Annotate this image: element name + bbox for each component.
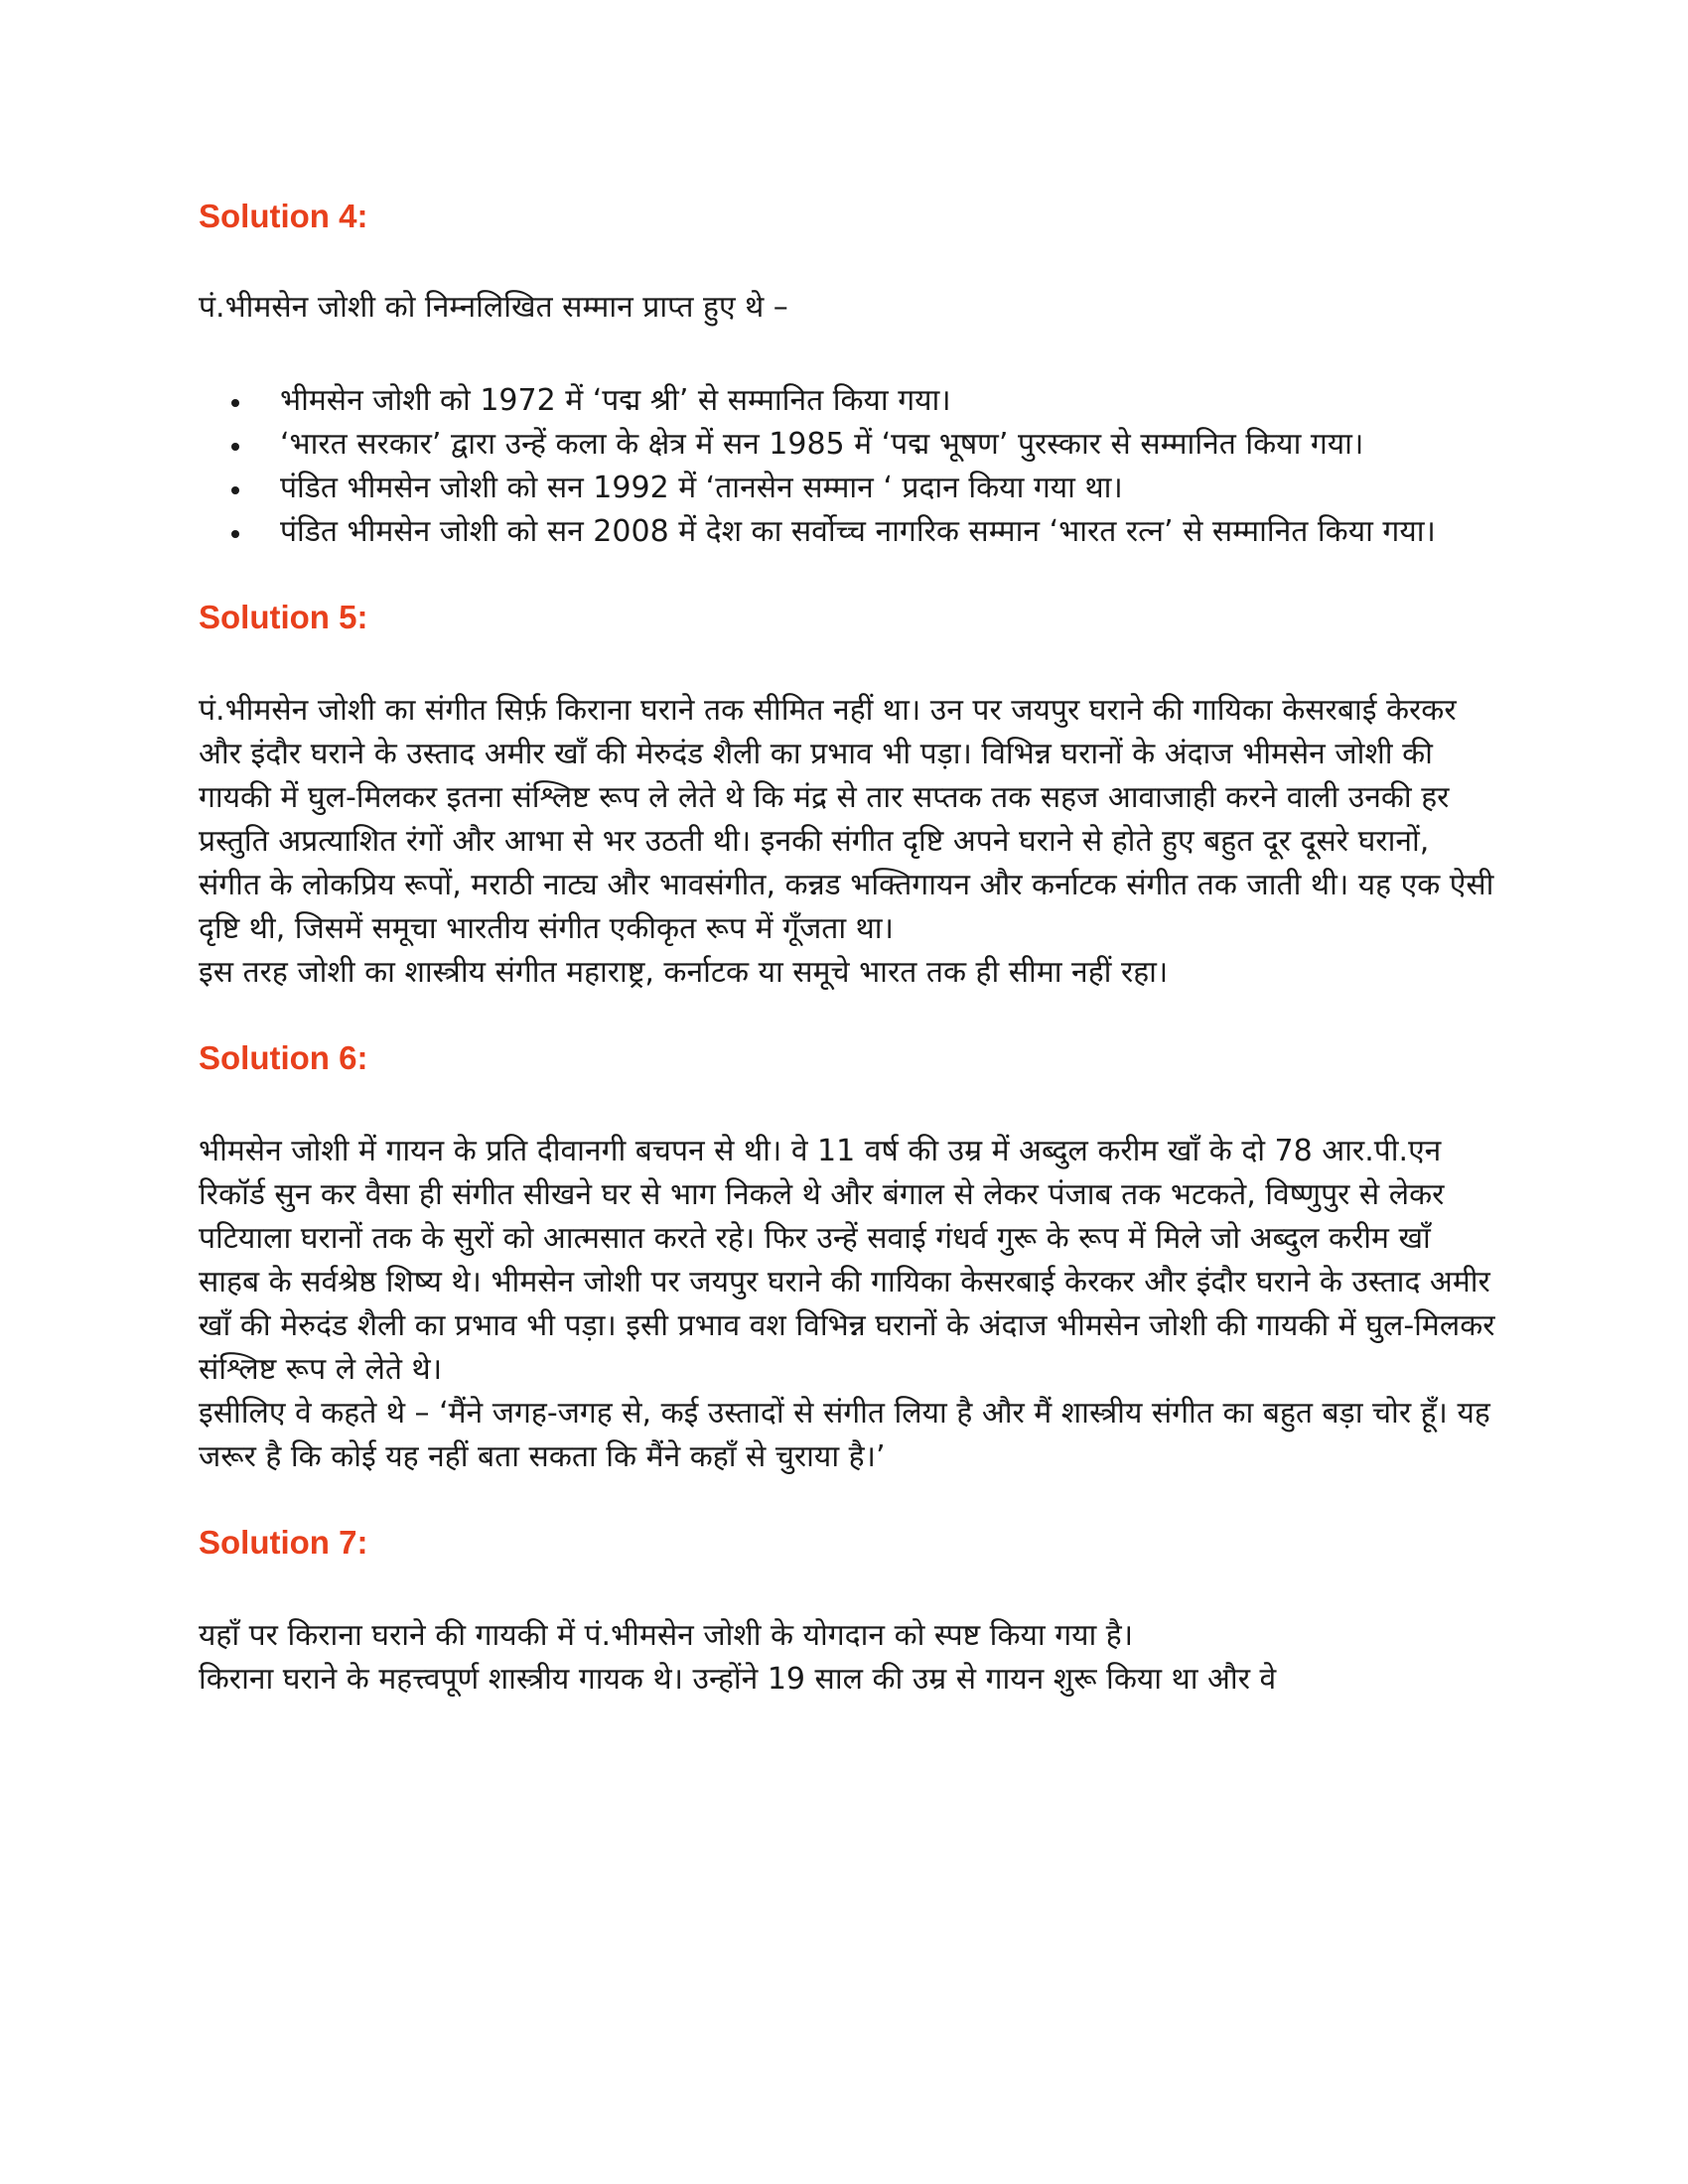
solution-4-heading: Solution 4: [199,198,368,234]
solution-5-heading: Solution 5: [199,599,368,635]
list-item-text: ‘भारत सरकार’ द्वारा उन्हें कला के क्षेत्र में सन 1985 में ‘पद्म भूषण’ पुरस्कार से सम्मानित किया गया। [280,427,1364,462]
list-item-text: पंडित भीमसेन जोशी को सन 2008 में देश का सर्वोच्च नागरिक सम्मान ‘भारत रत्न’ से सम्मानित किया गया। [280,514,1436,549]
bullet-icon [231,486,239,494]
list-item [199,510,1499,554]
bullet-icon [231,443,239,451]
bullet-icon [231,530,239,538]
document-content [199,195,1499,1702]
list-item [199,467,1499,510]
solution-6-paragraph: भीमसेन जोशी में गायन के प्रति दीवानगी बचपन से थी। वे 11 वर्ष की उम्र में अब्दुल करीम खाँ के दो 78 आर.पी.एन रिकॉर्ड सुन कर वैसा ही संगीत सीखने घर से भाग निकले थे और बंगाल से लेकर पंजाब तक भटकते, विष्णुपुर से लेकर पटियाला घरानों तक के सुरों को आत्मसात करते रहे। फिर उन्हें सवाई गंधर्व गुरू के रूप में मिले जो अब्दुल करीम खाँ साहब के सर्वश्रेष्ठ शिष्य थे। भीमसेन जोशी पर जयपुर घराने की गायिका केसरबाई केरकर और इंदौर घराने के उस्ताद अमीर खाँ की मेरुदंड शैली का प्रभाव भी पड़ा। इसी प्रभाव वश विभिन्न घरानों के अंदाज भीमसेन जोशी की गायकी में घुल-मिलकर संश्लिष्ट रूप ले लेते थे। [199,1134,1495,1387]
solution-5-paragraph: पं.भीमसेन जोशी का संगीत सिर्फ़ किराना घराने तक सीमित नहीं था। उन पर जयपुर घराने की गायिका केसरबाई केरकर और इंदौर घराने के उस्ताद अमीर खाँ की मेरुदंड शैली का प्रभाव भी पड़ा। विभिन्न घरानों के अंदाज भीमसेन जोशी की गायकी में घुल-मिलकर इतना संश्लिष्ट रूप ले लेते थे कि मंद्र से तार सप्तक तक सहज आवाजाही करने वाली उनकी हर प्रस्तुति अप्रत्याशित रंगों और आभा से भर उठती थी। इनकी संगीत दृष्टि अपने घराने से होते हुए बहुत दूर दूसरे घरानों, संगीत के लोकप्रिय रूपों, मराठी नाट्य और भावसंगीत, कन्नड भक्तिगायन और कर्नाटक संगीत तक जाती थी। यह एक ऐसी दृष्टि थी, जिसमें समूचा भारतीय संगीत एकीकृत रूप में गूँजता था। [199,693,1494,946]
bullet-icon [231,399,239,407]
solution-6-paragraph: इसीलिए वे कहते थे – ‘मैंने जगह-जगह से, कई उस्तादों से संगीत लिया है और मैं शास्त्रीय संगीत का बहुत बड़ा चोर हूँ। यह जरूर है कि कोई यह नहीं बता सकता कि मैंने कहाँ से चुराया है।’ [199,1396,1490,1474]
list-item-text: भीमसेन जोशी को 1972 में ‘पद्म श्री’ से सम्मानित किया गया। [280,383,951,418]
solution-7-heading: Solution 7: [199,1524,368,1561]
solution-4-list [199,379,1499,554]
solution-4-intro: पं.भीमसेन जोशी को निम्नलिखित सम्मान प्राप्त हुए थे – [199,290,788,325]
list-item-text: पंडित भीमसेन जोशी को सन 1992 में ‘तानसेन सम्मान ‘ प्रदान किया गया था। [280,471,1123,505]
solution-7-paragraph: यहाँ पर किराना घराने की गायकी में पं.भीमसेन जोशी के योगदान को स्पष्ट किया गया है। [199,1618,1134,1653]
solution-5-paragraph: इस तरह जोशी का शास्त्रीय संगीत महाराष्ट्र, कर्नाटक या समूचे भारत तक ही सीमा नहीं रहा। [199,955,1169,990]
list-item [199,379,1499,423]
solution-6-heading: Solution 6: [199,1039,368,1076]
solution-7-paragraph: किराना घराने के महत्त्वपूर्ण शास्त्रीय गायक थे। उन्होंने 19 साल की उम्र से गायन शुरू किया था और वे [199,1662,1277,1697]
list-item [199,423,1499,467]
